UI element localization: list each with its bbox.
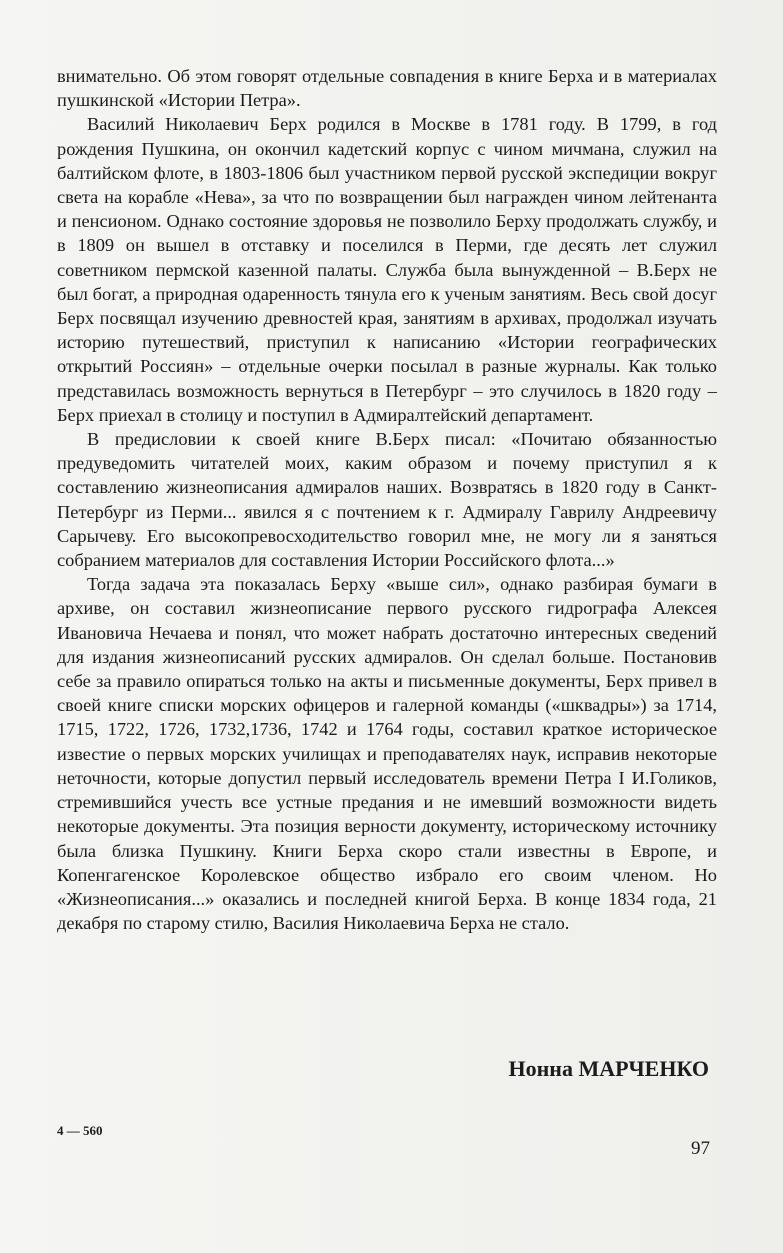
printer-sheet-mark: 4 — 560 bbox=[57, 1123, 103, 1138]
article-body bbox=[57, 64, 717, 935]
paragraph-biography: Василий Николаевич Берх родился в Москве в 1781 году. В 1799, в год рождения Пушкина, он окончил кадетский корпус с чином мичмана, служил на балтийском флоте, в 1803-1806 был участником первой русской экспедиции вокруг света на корабле «Нева», за что по возвращении был награжден чином лейтенанта и пенсионом. Однако состояние здоровья не позволило Берху продолжать службу, и в 1809 он вышел в отставку и поселился в Перми, где десять лет служил советником пермской казенной палаты. Служба была вынужденной – В.Берх не был богат, а природная одаренность тянула его к ученым занятиям. Весь свой досуг Берх посвящал изучению древностей края, занятиям в архивах, продолжал изучать историю путешествий, приступил к написанию «Истории географических открытий Россиян» – отдельные очерки посылал в разные журналы. Как только представилась возможность вернуться в Петербург – это случилось в 1820 году – Берх приехал в столицу и поступил в Адмиралтейский департамент. bbox=[57, 114, 717, 425]
page-number: 97 bbox=[691, 1138, 710, 1159]
paragraph-preface-quote: В предисловии к своей книге В.Берх писал: «Почитаю обязанностью предуведомить читателей моих, каким образом и почему приступил я к составлению жизнеописания адмиралов наших. Возвратясь в 1820 году в Санкт-Петербург из Перми... явился я с почтением к г. Адмиралу Гаврилу Андреевичу Сарычеву. Его высокопревосходительство говорил мне, не могу ли я заняться собранием материалов для составления Истории Российского флота...» bbox=[57, 429, 717, 571]
paragraph-conclusion: Тогда задача эта показалась Берху «выше сил», однако разбирая бумаги в архиве, он составил жизнеописание первого русского гидрографа Алексея Ивановича Нечаева и понял, что может набрать достаточно интересных сведений для издания жизнеописаний русских адмиралов. Он сделал больше. Постановив себе за правило опираться только на акты и письменные документы, Берх привел в своей книге списки морских офицеров и галерной команды («шквадры») за 1714, 1715, 1722, 1726, 1732,1736, 1742 и 1764 годы, составил краткое историческое известие о первых морских училищах и преподавателях наук, исправив некоторые неточности, которые допустил первый исследователь времени Петра I И.Голиков, стремившийся учесть все устные предания и не имевший возможности видеть некоторые документы. Эта позиция верности документу, историческому источнику была близка Пушкину. Книги Берха скоро стали известны в Европе, и Копенгагенское Королевское общество избрало его своим членом. Но «Жизнеописания...» оказались и последней книгой Берха. В конце 1834 года, 21 декабря по старому стилю, Василия Николаевича Берха не стало. bbox=[57, 574, 717, 934]
paragraph-continuation: внимательно. Об этом говорят отдельные совпадения в книге Берха и в материалах пушкинской «Истории Петра». bbox=[57, 66, 717, 111]
author-signature: Нонна МАРЧЕНКО bbox=[508, 1056, 709, 1081]
